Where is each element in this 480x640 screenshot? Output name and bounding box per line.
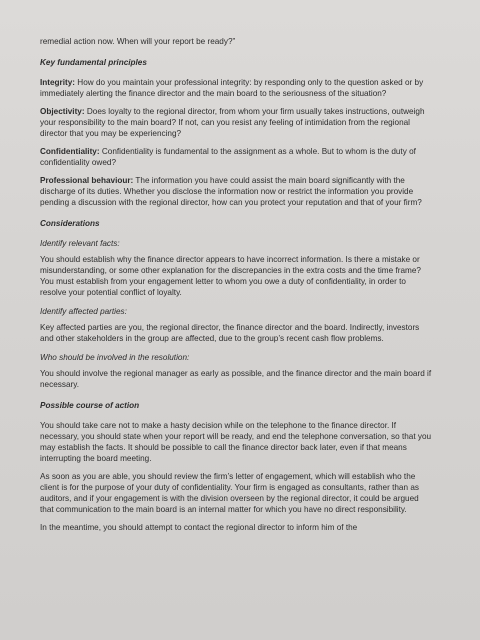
principle-term: Confidentiality:: [40, 147, 100, 156]
heading-considerations: Considerations: [40, 219, 100, 228]
paragraph-affected-parties: Key affected parties are you, the regional director, the finance director and the board. Indirectly, investors and other stakeholders in the group are affected, due to the group’s recent cash flow problems.: [40, 323, 420, 343]
principle-term: Objectivity:: [40, 107, 85, 116]
principle-text: The information you have could assist the main board significantly with the discharge of its duties. Whether you disclose the information now or restrict the information you provide pending a discussion with the regional director, how can you protect your reputation and that of your firm?: [40, 176, 422, 207]
subheading-resolution: Who should be involved in the resolution:: [40, 353, 190, 362]
principle-text: Does loyalty to the regional director, from whom your firm usually takes instructions, outweigh your responsibility to the main board? If not, can you resist any feeling of intimidation from the regional director that you may be experiencing?: [40, 107, 425, 138]
paragraph-action-1: You should take care not to make a hasty decision while on the telephone to the finance director. If necessary, you should state when your report will be ready, and end the telephone conversation, so that you may establish the facts. It should be possible to call the finance director back later, even if that means interrupting the board meeting.: [40, 421, 432, 463]
heading-key-principles: Key fundamental principles: [40, 58, 147, 67]
principle-term: Professional behaviour:: [40, 176, 134, 185]
paragraph-resolution: You should involve the regional manager as early as possible, and the finance director and the main board if necessary.: [40, 369, 432, 389]
paragraph-action-3: In the meantime, you should attempt to contact the regional director to inform him of the: [40, 523, 358, 532]
subheading-relevant-facts: Identify relevant facts:: [40, 239, 120, 248]
paragraph-relevant-facts: You should establish why the finance director appears to have incorrect information. Is there a mistake or misunderstanding, or some other explanation for the discrepancies in the extra costs and the time frame? You must establish from your engagement letter to whom you owe a duty of confidentiality, in order to resolve your potential conflict of loyalty.: [40, 255, 421, 297]
heading-possible-action: Possible course of action: [40, 401, 140, 410]
principle-text: Confidentiality is fundamental to the assignment as a whole. But to whom is the duty of confidentiality owed?: [40, 147, 416, 167]
principle-objectivity: [40, 106, 432, 139]
principle-confidentiality: [40, 146, 432, 168]
paragraph-action-2: As soon as you are able, you should review the firm’s letter of engagement, which will establish who the client is for the purpose of your duty of confidentiality. Your firm is engaged as consultants, rather than as auditors, and if your engagement is with the division overseen by the regional director, it could be argued that communication to the main board is an internal matter for which you have no direct responsibility.: [40, 472, 419, 514]
intro-paragraph: remedial action now. When will your report be ready?”: [40, 37, 236, 46]
subheading-affected-parties: Identify affected parties:: [40, 307, 127, 316]
principle-integrity: [40, 77, 432, 99]
principle-text: How do you maintain your professional integrity: by responding only to the question asked or by immediately alerting the finance director and the main board to the seriousness of the situation?: [40, 78, 424, 98]
principle-term: Integrity:: [40, 78, 76, 87]
document-body: [40, 36, 432, 540]
principle-professional-behaviour: [40, 175, 432, 208]
